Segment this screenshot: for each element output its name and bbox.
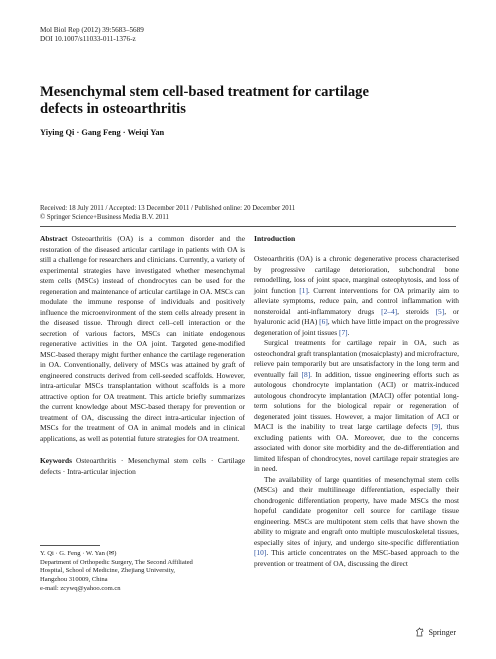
text-run: , which have little impact on the progressive degeneration of joint tissues	[254, 317, 459, 337]
footnote-divider	[40, 545, 100, 546]
correspondence-names: Y. Qi · G. Feng · W. Yan (✉)	[40, 550, 117, 557]
springer-horse-icon	[415, 627, 425, 637]
abstract-label: Abstract	[40, 234, 68, 243]
publisher-name: Springer	[428, 627, 456, 637]
correspondence-dept: Department of Orthopedic Surgery, The Second Affiliated	[40, 558, 193, 566]
intro-paragraph-2	[254, 338, 459, 475]
text-run: Osteoarthritis (OA) is a chronic degenerative process characterised by progressive cartilage deterioration, subchondral bone remodelling, loss of joint space, marginal osteophytosis, and loss of joint function	[254, 254, 459, 295]
publisher-logo	[415, 627, 456, 637]
doi: DOI 10.1007/s11033-011-1376-z	[40, 35, 136, 44]
text-run: . In addition, tissue engineering efforts such as autologous chondrocyte implantation (ACI) or matrix-induced autologous chondrocyte implantation (MACI) offer potential long-term solutions for the biological repair or regeneration of degenerated joint tissues. However, a major limitation of ACI or MACI is the inability to treat large cartilage defects	[254, 369, 459, 432]
citation-link[interactable]: [6]	[319, 317, 328, 327]
right-column	[254, 234, 459, 569]
keywords-text: Osteoarthritis · Mesenchymal stem cells · Cartilage defects · Intra-articular injection	[40, 456, 245, 476]
introduction-heading: Introduction	[254, 234, 296, 243]
text-run: , steroids	[397, 306, 436, 316]
text-run: . Current interventions for OA primarily aim to alleviate symptoms, reduce pain, and control inflammation with nonsteroidal anti-inflammatory drugs	[254, 285, 459, 316]
text-run: .	[347, 327, 350, 337]
keywords	[40, 456, 245, 477]
abstract	[40, 234, 245, 444]
intro-paragraph-1	[254, 254, 459, 338]
keywords-label: Keywords	[40, 456, 73, 466]
article-title: Mesenchymal stem cell-based treatment for cartilage defects in osteoarthritis	[40, 84, 369, 118]
correspondence-email[interactable]: e-mail: zcywq@yahoo.com.cn	[40, 584, 121, 592]
publication-dates: Received: 18 July 2011 / Accepted: 13 December 2011 / Published online: 20 December 2011	[40, 205, 296, 212]
citation-link[interactable]: [9]	[431, 422, 441, 432]
text-run: , or hyaluronic acid (HA)	[254, 306, 459, 327]
article-dates	[40, 204, 460, 222]
text-run: . This article concentrates on the MSC-based approach to the prevention or treatment of OA, discussing the direct	[254, 548, 459, 568]
correspondence-city: Hangzhou 310009, China	[40, 576, 108, 584]
citation-link[interactable]: [8]	[301, 369, 311, 379]
correspondence-hospital: Hospital, School of Medicine, Zhejiang University,	[40, 567, 176, 575]
journal-header	[40, 26, 144, 45]
correspondence-block	[40, 550, 245, 594]
author-list: Yiying Qi · Gang Feng · Weiqi Yan	[40, 128, 165, 137]
left-column	[40, 234, 245, 477]
header-divider	[40, 226, 456, 227]
copyright-line: © Springer Science+Business Media B.V. 2011	[40, 214, 169, 221]
journal-citation: Mol Biol Rep (2012) 39:5683–5689	[40, 26, 144, 34]
text-run: Surgical treatments for cartilage repair in OA, such as osteochondral graft transplantation (mosaicplasty) and microfracture, relieve pain temporarily but are unsatisfactory in the long term and eventually fail	[254, 338, 459, 379]
citation-link[interactable]: [1]	[299, 285, 308, 295]
text-run: , thus excluding patients with OA. Moreover, due to the concerns associated with donor site morbidity and the de-differentiation and limited lifespan of chondrocytes, novel cartilage repair strategies are in need.	[254, 422, 460, 474]
citation-link[interactable]: [2–4]	[381, 306, 398, 316]
text-run: The availability of large quantities of mesenchymal stem cells (MSCs) and their multilineage differentiation, especially their chondrogenic differentiation property, have made MSCs the most hopeful candidate progenitor cell source for cartilage tissue engineering. MSCs are multipotent stem cells that have shown the ability to migrate and engraft onto multiple musculoskeletal tissues, especially sites of injury, and undergo site-specific differentiation	[254, 474, 459, 547]
citation-link[interactable]: [10]	[254, 548, 267, 558]
intro-paragraph-3	[254, 475, 459, 570]
citation-link[interactable]: [7]	[338, 327, 348, 337]
citation-link[interactable]: [5]	[435, 306, 445, 316]
abstract-text: Osteoarthritis (OA) is a common disorder and the restoration of the diseased articular cartilage in patients with OA is still a challenge for researchers and clinicians. Currently, a variety of experimental strategies have investigated whether mesenchymal stem cells (MSCs) instead of chondrocytes can be used for the regeneration and maintenance of articular cartilage in OA. MSCs can modulate the immune response of individuals and positively influence the microenvironment of the stem cells already present in the diseased tissue. Through direct cell–cell interaction or the secretion of various factors, MSCs can initiate endogenous regenerative activities in the OA joint. Targeted gene-modified MSC-based therapy might further enhance the cartilage regeneration in OA. Conventionally, delivery of MSCs was attained by graft of engineered constructs derived from cell-seeded scaffolds. However, intra-articular MSCs transplantation without scaffolds is a more attractive option for OA treatment. This article briefly summarizes the current knowledge about MSC-based therapy for prevention or treatment of OA, discussing the direct intra-articular injection of MSCs for the treatment of OA in animal models and in clinical applications, as well as potential future strategies for OA treatment.	[40, 234, 245, 443]
